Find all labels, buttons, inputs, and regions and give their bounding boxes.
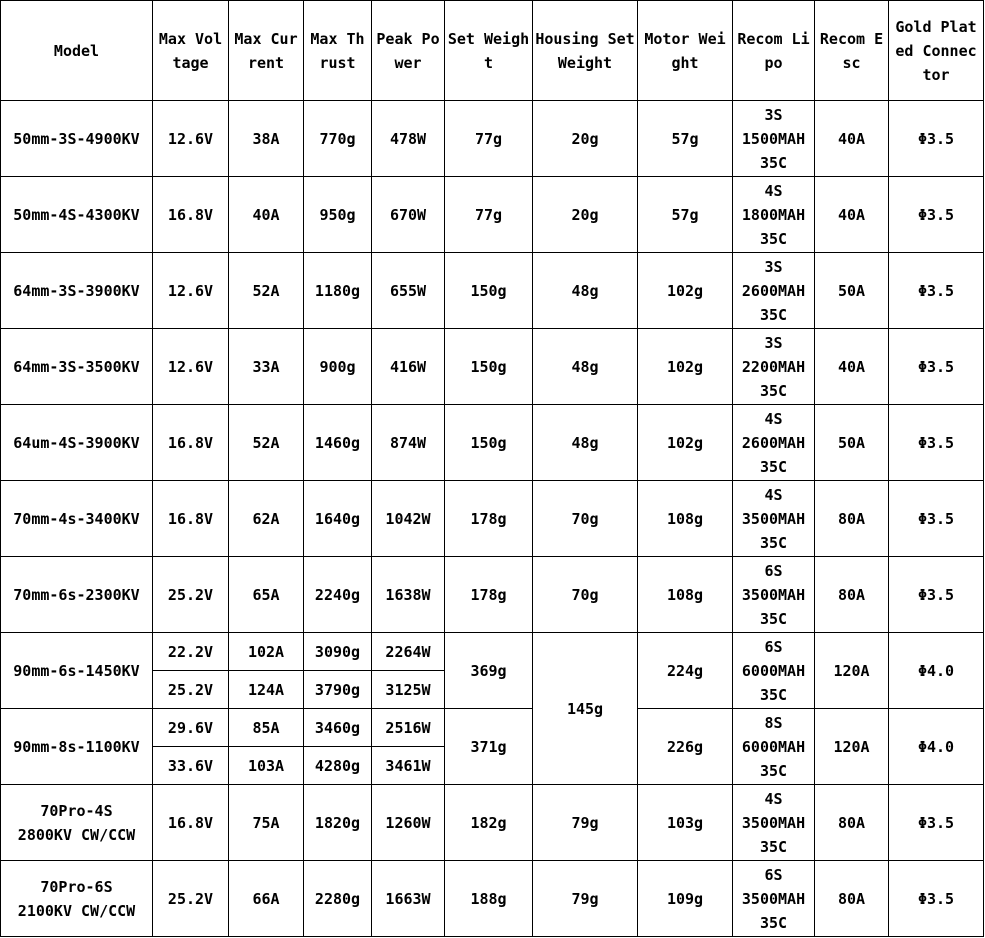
cell-motor-weight: 226g: [638, 709, 733, 785]
cell-connector: Φ4.0: [889, 633, 984, 709]
cell-recom-lipo: 6S 3500MAH 35C: [733, 557, 815, 633]
cell-peak-power: 3461W: [372, 747, 445, 785]
cell-max-voltage: 25.2V: [153, 671, 229, 709]
cell-model: 64mm-3S-3500KV: [1, 329, 153, 405]
cell-recom-lipo: 6S 6000MAH 35C: [733, 633, 815, 709]
cell-max-thrust: 3090g: [304, 633, 372, 671]
cell-connector: Φ3.5: [889, 177, 984, 253]
cell-max-thrust: 4280g: [304, 747, 372, 785]
cell-recom-lipo: 8S 6000MAH 35C: [733, 709, 815, 785]
cell-model: 50mm-4S-4300KV: [1, 177, 153, 253]
cell-max-thrust: 1180g: [304, 253, 372, 329]
header-peak-power: Peak Power: [372, 1, 445, 101]
cell-recom-esc: 80A: [815, 861, 889, 937]
cell-max-current: 33A: [229, 329, 304, 405]
cell-max-voltage: 16.8V: [153, 785, 229, 861]
cell-recom-lipo: 4S 1800MAH 35C: [733, 177, 815, 253]
cell-peak-power: 416W: [372, 329, 445, 405]
cell-model: 50mm-3S-4900KV: [1, 101, 153, 177]
cell-set-weight: 150g: [445, 405, 533, 481]
cell-max-current: 38A: [229, 101, 304, 177]
table-row: [1, 557, 984, 633]
cell-max-voltage: 16.8V: [153, 481, 229, 557]
header-row: [1, 1, 984, 101]
cell-max-current: 103A: [229, 747, 304, 785]
cell-housing-set-weight: 48g: [533, 405, 638, 481]
cell-set-weight: 178g: [445, 481, 533, 557]
cell-max-voltage: 12.6V: [153, 329, 229, 405]
cell-max-voltage: 29.6V: [153, 709, 229, 747]
table-row: [1, 177, 984, 253]
cell-recom-esc: 50A: [815, 405, 889, 481]
cell-recom-lipo: 4S 3500MAH 35C: [733, 785, 815, 861]
cell-model: 70mm-4s-3400KV: [1, 481, 153, 557]
header-model: Model: [1, 1, 153, 101]
cell-peak-power: 3125W: [372, 671, 445, 709]
cell-max-voltage: 16.8V: [153, 177, 229, 253]
header-recom-lipo: Recom Lipo: [733, 1, 815, 101]
table-row: [1, 709, 984, 747]
table-row: [1, 861, 984, 937]
cell-recom-lipo: 3S 2600MAH 35C: [733, 253, 815, 329]
cell-max-thrust: 1640g: [304, 481, 372, 557]
table-row: [1, 405, 984, 481]
cell-peak-power: 1042W: [372, 481, 445, 557]
cell-max-current: 102A: [229, 633, 304, 671]
cell-connector: Φ3.5: [889, 861, 984, 937]
table-row: [1, 253, 984, 329]
cell-housing-set-weight: 79g: [533, 861, 638, 937]
cell-model: 90mm-8s-1100KV: [1, 709, 153, 785]
cell-connector: Φ4.0: [889, 709, 984, 785]
cell-housing-set-weight: 70g: [533, 481, 638, 557]
cell-model: 70mm-6s-2300KV: [1, 557, 153, 633]
cell-max-thrust: 3790g: [304, 671, 372, 709]
cell-motor-weight: 102g: [638, 329, 733, 405]
cell-peak-power: 2516W: [372, 709, 445, 747]
cell-max-current: 65A: [229, 557, 304, 633]
cell-set-weight: 77g: [445, 101, 533, 177]
table-row: [1, 785, 984, 861]
cell-recom-lipo: 3S 2200MAH 35C: [733, 329, 815, 405]
header-set-weight: Set Weight: [445, 1, 533, 101]
header-max-voltage: Max Voltage: [153, 1, 229, 101]
cell-motor-weight: 224g: [638, 633, 733, 709]
cell-housing-set-weight: 70g: [533, 557, 638, 633]
cell-set-weight: 369g: [445, 633, 533, 709]
cell-max-thrust: 1820g: [304, 785, 372, 861]
cell-set-weight: 178g: [445, 557, 533, 633]
cell-connector: Φ3.5: [889, 405, 984, 481]
cell-motor-weight: 102g: [638, 405, 733, 481]
cell-model: 64um-4S-3900KV: [1, 405, 153, 481]
header-housing-set-weight: Housing Set Weight: [533, 1, 638, 101]
cell-peak-power: 478W: [372, 101, 445, 177]
cell-motor-weight: 102g: [638, 253, 733, 329]
cell-connector: Φ3.5: [889, 253, 984, 329]
cell-peak-power: 670W: [372, 177, 445, 253]
cell-max-voltage: 22.2V: [153, 633, 229, 671]
cell-max-current: 75A: [229, 785, 304, 861]
cell-housing-set-weight: 79g: [533, 785, 638, 861]
cell-model: 64mm-3S-3900KV: [1, 253, 153, 329]
cell-max-thrust: 770g: [304, 101, 372, 177]
cell-max-thrust: 3460g: [304, 709, 372, 747]
cell-recom-esc: 40A: [815, 101, 889, 177]
cell-connector: Φ3.5: [889, 557, 984, 633]
cell-connector: Φ3.5: [889, 785, 984, 861]
cell-motor-weight: 109g: [638, 861, 733, 937]
cell-peak-power: 874W: [372, 405, 445, 481]
cell-model: 90mm-6s-1450KV: [1, 633, 153, 709]
cell-recom-esc: 50A: [815, 253, 889, 329]
cell-housing-set-weight: 145g: [533, 633, 638, 785]
cell-max-thrust: 1460g: [304, 405, 372, 481]
cell-motor-weight: 57g: [638, 177, 733, 253]
cell-set-weight: 150g: [445, 253, 533, 329]
cell-housing-set-weight: 20g: [533, 101, 638, 177]
cell-recom-esc: 80A: [815, 785, 889, 861]
cell-peak-power: 1260W: [372, 785, 445, 861]
cell-recom-lipo: 4S 3500MAH 35C: [733, 481, 815, 557]
cell-recom-esc: 120A: [815, 633, 889, 709]
cell-model: 70Pro-4S 2800KV CW/CCW: [1, 785, 153, 861]
cell-connector: Φ3.5: [889, 481, 984, 557]
table-row: [1, 329, 984, 405]
cell-set-weight: 371g: [445, 709, 533, 785]
cell-max-current: 62A: [229, 481, 304, 557]
cell-motor-weight: 108g: [638, 481, 733, 557]
cell-recom-esc: 80A: [815, 481, 889, 557]
header-recom-esc: Recom Esc: [815, 1, 889, 101]
cell-recom-lipo: 3S 1500MAH 35C: [733, 101, 815, 177]
cell-set-weight: 77g: [445, 177, 533, 253]
cell-connector: Φ3.5: [889, 329, 984, 405]
cell-motor-weight: 108g: [638, 557, 733, 633]
cell-max-voltage: 12.6V: [153, 253, 229, 329]
cell-max-voltage: 12.6V: [153, 101, 229, 177]
cell-recom-esc: 40A: [815, 177, 889, 253]
cell-max-current: 124A: [229, 671, 304, 709]
cell-max-thrust: 2240g: [304, 557, 372, 633]
table-row: [1, 633, 984, 671]
cell-motor-weight: 103g: [638, 785, 733, 861]
cell-max-thrust: 950g: [304, 177, 372, 253]
cell-connector: Φ3.5: [889, 101, 984, 177]
header-max-thrust: Max Thrust: [304, 1, 372, 101]
header-max-current: Max Current: [229, 1, 304, 101]
cell-recom-lipo: 6S 3500MAH 35C: [733, 861, 815, 937]
cell-max-voltage: 33.6V: [153, 747, 229, 785]
cell-peak-power: 1638W: [372, 557, 445, 633]
cell-set-weight: 182g: [445, 785, 533, 861]
cell-max-current: 52A: [229, 405, 304, 481]
cell-peak-power: 1663W: [372, 861, 445, 937]
header-motor-weight: Motor Weight: [638, 1, 733, 101]
cell-housing-set-weight: 20g: [533, 177, 638, 253]
cell-recom-esc: 40A: [815, 329, 889, 405]
cell-housing-set-weight: 48g: [533, 329, 638, 405]
cell-max-voltage: 25.2V: [153, 861, 229, 937]
cell-max-voltage: 16.8V: [153, 405, 229, 481]
cell-set-weight: 150g: [445, 329, 533, 405]
cell-max-thrust: 2280g: [304, 861, 372, 937]
cell-max-current: 52A: [229, 253, 304, 329]
cell-model: 70Pro-6S 2100KV CW/CCW: [1, 861, 153, 937]
cell-recom-esc: 80A: [815, 557, 889, 633]
cell-max-current: 85A: [229, 709, 304, 747]
cell-peak-power: 2264W: [372, 633, 445, 671]
cell-max-current: 40A: [229, 177, 304, 253]
cell-recom-lipo: 4S 2600MAH 35C: [733, 405, 815, 481]
cell-housing-set-weight: 48g: [533, 253, 638, 329]
cell-peak-power: 655W: [372, 253, 445, 329]
cell-set-weight: 188g: [445, 861, 533, 937]
table-row: [1, 101, 984, 177]
cell-recom-esc: 120A: [815, 709, 889, 785]
cell-max-voltage: 25.2V: [153, 557, 229, 633]
cell-motor-weight: 57g: [638, 101, 733, 177]
cell-max-thrust: 900g: [304, 329, 372, 405]
table-row: [1, 481, 984, 557]
cell-max-current: 66A: [229, 861, 304, 937]
header-connector: Gold Plated Connector: [889, 1, 984, 101]
